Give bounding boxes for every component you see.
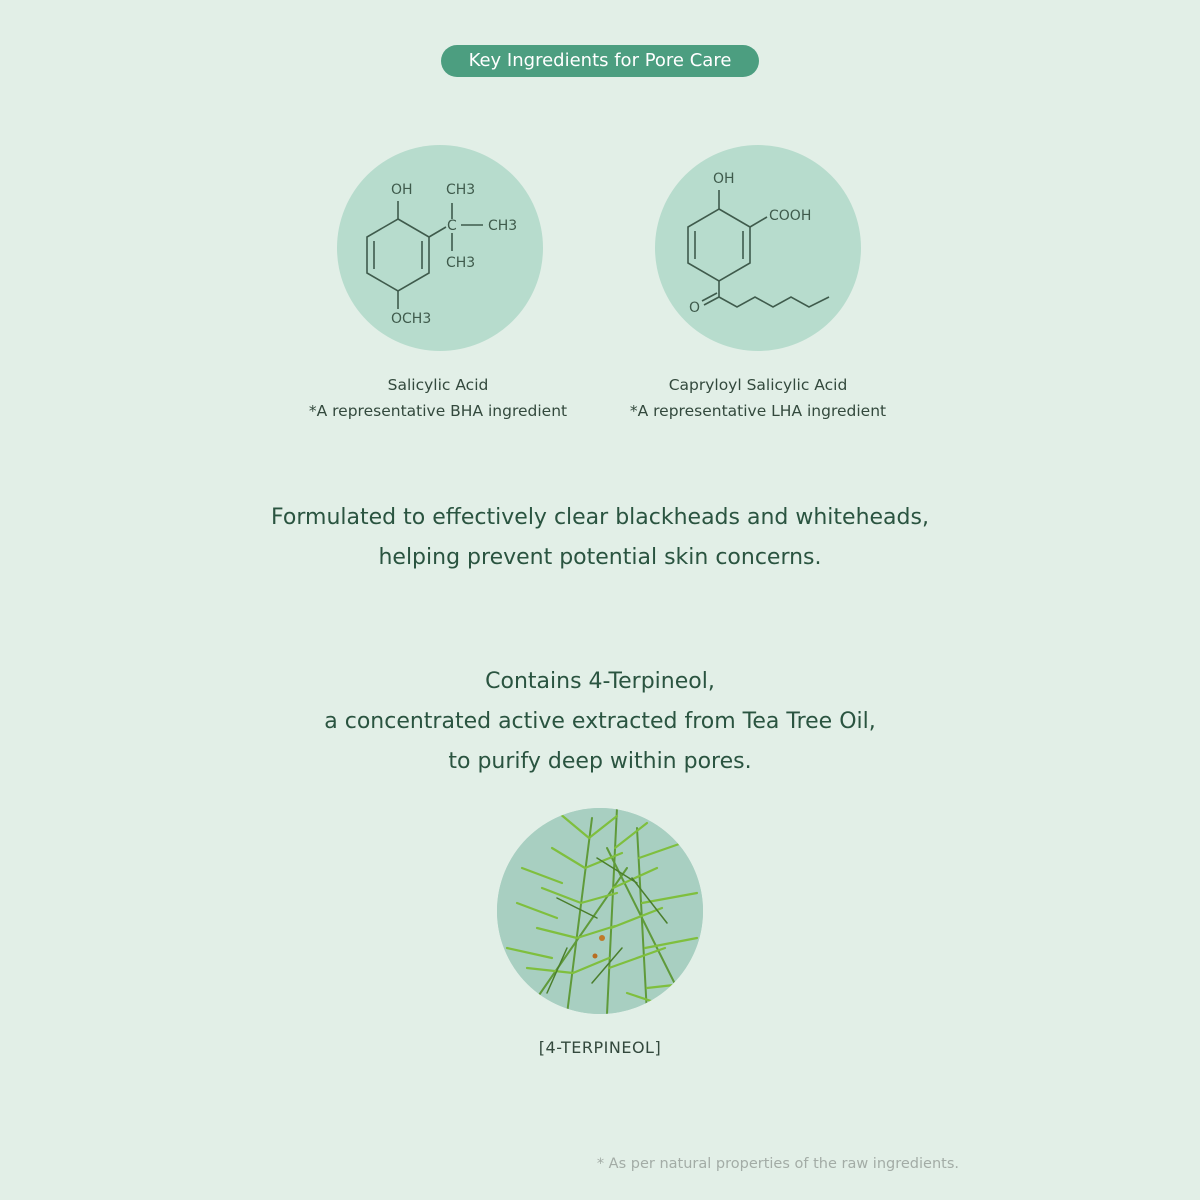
paragraph-line: helping prevent potential skin concerns. bbox=[378, 545, 822, 570]
terpineol-paragraph bbox=[100, 662, 1100, 782]
paragraph-line: a concentrated active extracted from Tea Tree Oil, bbox=[324, 709, 876, 734]
footnote: * As per natural properties of the raw ingredients. bbox=[596, 1156, 959, 1172]
paragraph-line: Formulated to effectively clear blackheads and whiteheads, bbox=[271, 505, 929, 530]
capryloyl-salicylic-acid-structure bbox=[655, 145, 861, 351]
carbon-label: C bbox=[447, 218, 457, 234]
ch3-right-label: CH3 bbox=[488, 218, 518, 234]
oh-label: OH bbox=[391, 182, 413, 198]
cooh-label: COOH bbox=[769, 208, 812, 224]
ingredient-note: *A representative BHA ingredient bbox=[308, 402, 568, 420]
paragraph-line: to purify deep within pores. bbox=[448, 749, 752, 774]
ingredient-name: Capryloyl Salicylic Acid bbox=[668, 376, 848, 394]
ingredient-note: *A representative LHA ingredient bbox=[629, 402, 887, 420]
ingredient-name: Salicylic Acid bbox=[387, 376, 489, 394]
section-title-badge: Key Ingredients for Pore Care bbox=[441, 45, 759, 77]
benefit-paragraph bbox=[100, 498, 1100, 578]
paragraph-line: Contains 4-Terpineol, bbox=[485, 669, 715, 694]
och3-label: OCH3 bbox=[391, 311, 432, 327]
oxygen-label: O bbox=[689, 300, 701, 316]
ingredient-label-capryloyl bbox=[588, 372, 928, 424]
tea-tree-leaves-image bbox=[497, 808, 703, 1014]
oh-label: OH bbox=[713, 171, 735, 187]
photo-caption: [4-TERPINEOL] bbox=[538, 1038, 662, 1057]
ch3-top-label: CH3 bbox=[446, 182, 476, 198]
salicylic-acid-structure bbox=[337, 145, 543, 351]
ch3-bottom-label: CH3 bbox=[446, 255, 476, 271]
ingredient-label-salicylic bbox=[268, 372, 608, 424]
